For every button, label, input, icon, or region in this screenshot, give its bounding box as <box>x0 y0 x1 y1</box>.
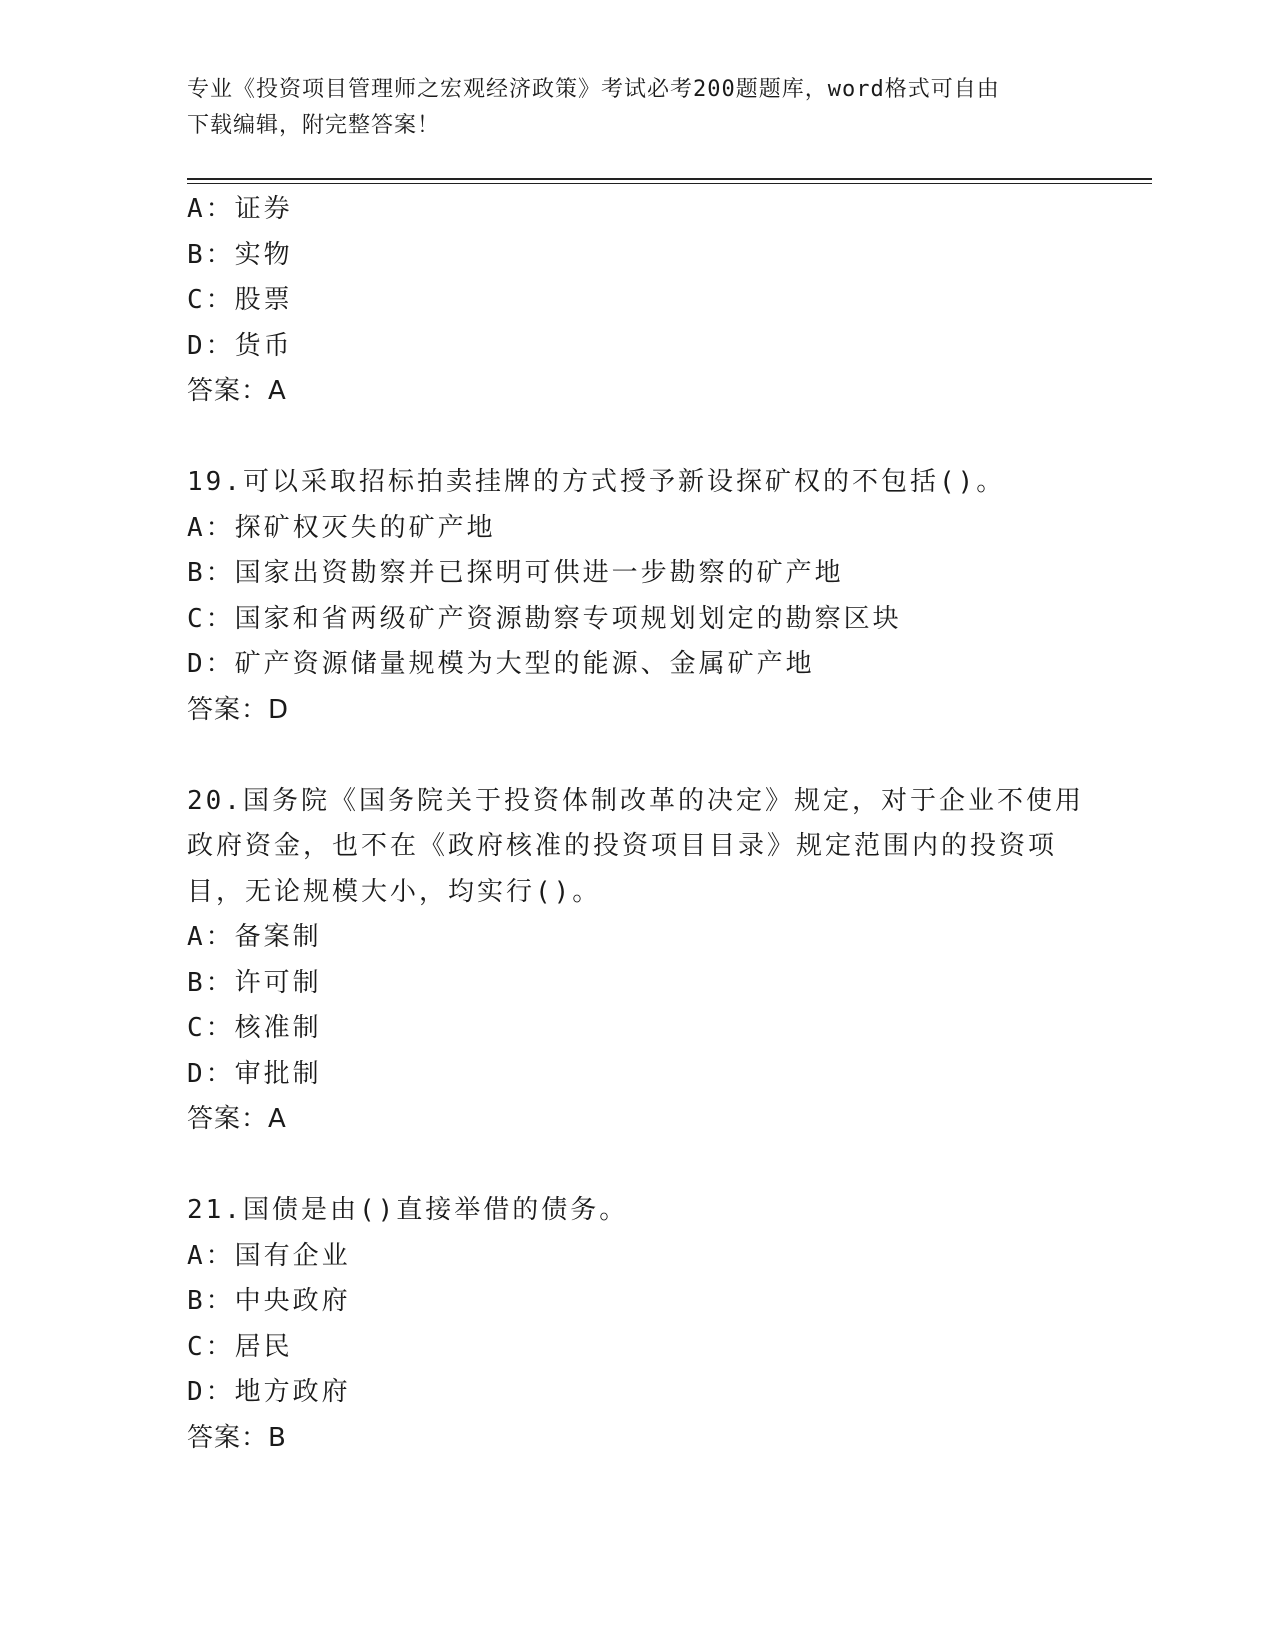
option-b: B：中央政府 <box>187 1286 351 1316</box>
question-20 <box>187 779 1084 1143</box>
answer-line: 答案：D <box>187 694 290 725</box>
question-spacer <box>187 1143 1067 1189</box>
option-d: D：地方政府 <box>187 1377 351 1407</box>
question-spacer <box>187 415 1067 461</box>
question-stem-line-1: 20.国务院《国务院关于投资体制改革的决定》规定，对于企业不使用 <box>187 785 1084 816</box>
question-stem: 21.国债是由()直接举借的债务。 <box>187 1195 629 1225</box>
option-b: B：许可制 <box>187 967 322 998</box>
option-b: B：实物 <box>187 239 293 270</box>
question-18-continued <box>187 187 1067 415</box>
answer-line: 答案：A <box>187 376 287 406</box>
document-header <box>187 72 1067 144</box>
option-d: D：货币 <box>187 330 293 361</box>
question-19 <box>187 460 1067 733</box>
header-divider-thin <box>187 183 1152 184</box>
header-line-1: 专业《投资项目管理师之宏观经济政策》考试必考200题题库，word格式可自由 <box>187 77 1000 102</box>
answer-line: 答案：B <box>187 1422 287 1453</box>
option-a: A：证券 <box>187 194 293 224</box>
question-spacer <box>187 733 1067 779</box>
option-c: C：股票 <box>187 285 293 315</box>
question-stem-line-2: 政府资金，也不在《政府核准的投资项目目录》规定范围内的投资项 <box>187 831 1058 861</box>
question-stem: 19.可以采取招标拍卖挂牌的方式授予新设探矿权的不包括()。 <box>187 467 1006 497</box>
question-21 <box>187 1188 1067 1461</box>
option-c: C：居民 <box>187 1331 293 1362</box>
option-a: A：国有企业 <box>187 1240 351 1271</box>
answer-line: 答案：A <box>187 1104 287 1134</box>
option-a: A：备案制 <box>187 922 322 952</box>
option-a: A：探矿权灭失的矿产地 <box>187 512 496 543</box>
option-c: C：核准制 <box>187 1013 322 1043</box>
option-c: C：国家和省两级矿产资源勘察专项规划划定的勘察区块 <box>187 603 902 634</box>
header-divider-thick <box>187 178 1152 180</box>
question-stem-line-3: 目，无论规模大小，均实行()。 <box>187 876 602 907</box>
option-d: D：矿产资源储量规模为大型的能源、金属矿产地 <box>187 649 815 679</box>
option-d: D：审批制 <box>187 1058 322 1089</box>
header-line-2: 下载编辑，附完整答案！ <box>187 113 441 138</box>
option-b: B：国家出资勘察并已探明可供进一步勘察的矿产地 <box>187 558 844 588</box>
question-list <box>187 187 1084 1461</box>
